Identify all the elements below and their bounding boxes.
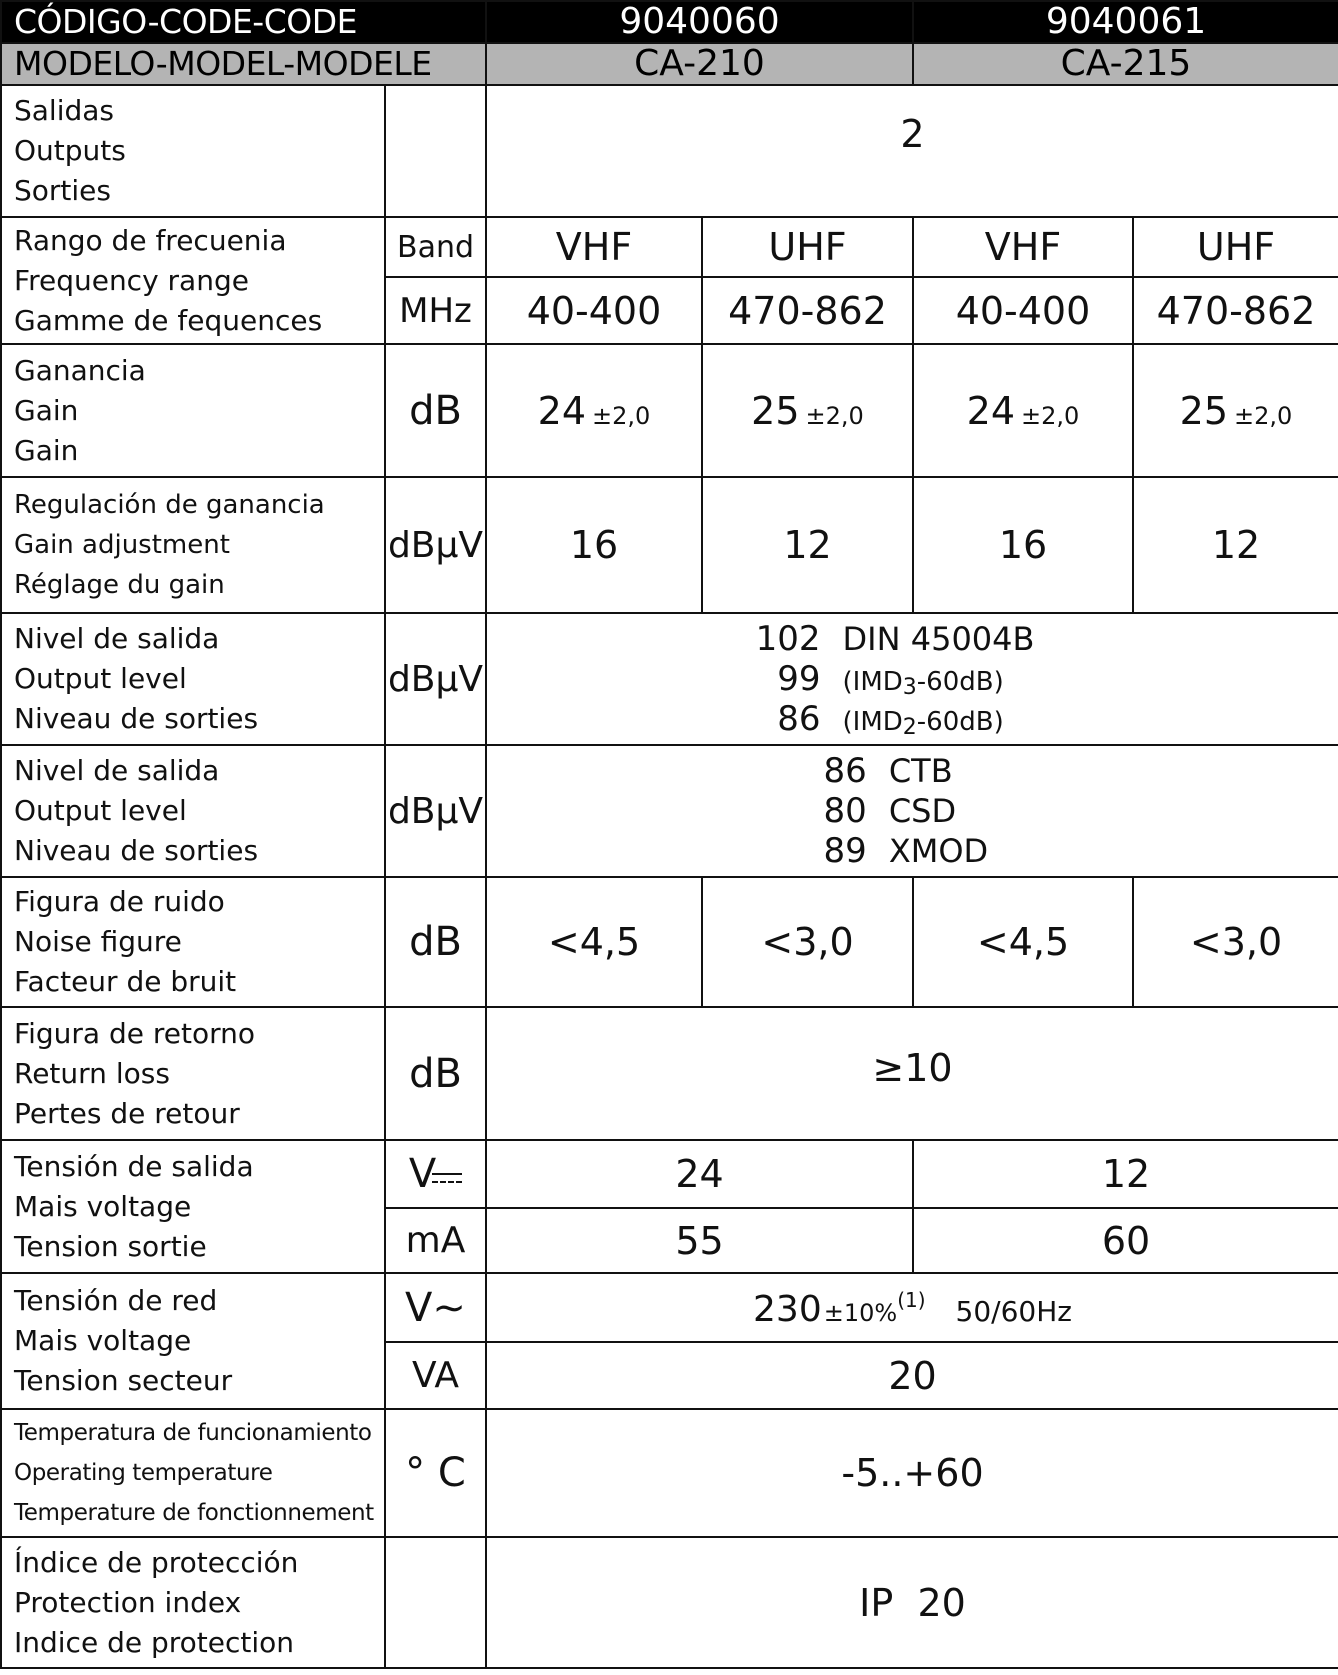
label-fr: Gain (14, 433, 79, 467)
label-es: Salidas (14, 94, 115, 127)
gain-adjust-unit: dBμV (385, 477, 486, 613)
label-fr: Niveau de sorties (14, 702, 259, 735)
range-value: 470-862 (702, 277, 913, 344)
label-fr: Temperature de fonctionnement (14, 1500, 374, 1526)
output-level-row-2 (1, 745, 1338, 877)
band-row (1, 217, 1338, 277)
return-loss-value: ≥10 (486, 1007, 1338, 1140)
gain-adjust-label (1, 477, 385, 613)
label-en: Outputs (14, 134, 126, 167)
outputs-label (1, 85, 385, 217)
noise-unit: dB (385, 877, 486, 1007)
label-fr: Gamme de fequences (14, 303, 323, 337)
band-vhf: VHF (486, 217, 702, 277)
label-es: Índice de protección (14, 1545, 299, 1579)
code-9040060: 9040060 (486, 1, 913, 43)
gain-label (1, 344, 385, 477)
label-en: Mais voltage (14, 1324, 192, 1357)
label-es: Figura de retorno (14, 1016, 255, 1050)
noise-label (1, 877, 385, 1007)
label-en: Frequency range (14, 263, 249, 297)
temperature-row (1, 1409, 1338, 1537)
label-es: Figura de ruido (14, 885, 225, 918)
protection-value: IP 20 (486, 1537, 1338, 1668)
model-ca-215: CA-215 (913, 43, 1338, 85)
gain-adjust-row (1, 477, 1338, 613)
return-loss-unit: dB (385, 1007, 486, 1140)
label-en: Noise figure (14, 925, 182, 958)
output-level-row-1 (1, 613, 1338, 745)
mhz-unit: MHz (385, 277, 486, 344)
label-es: Ganancia (14, 353, 146, 387)
range-value: 470-862 (1133, 277, 1338, 344)
output-voltage-label (1, 1140, 385, 1273)
output-level-label (1, 613, 385, 745)
temperature-value: -5..+60 (486, 1409, 1338, 1537)
label-es: Temperatura de funcionamiento (14, 1420, 372, 1446)
label-es: Tensión de salida (14, 1149, 254, 1183)
outputs-row (1, 85, 1338, 217)
mains-power-value: 20 (486, 1342, 1338, 1409)
protection-label (1, 1537, 385, 1668)
noise-value: <3,0 (702, 877, 913, 1007)
label-en: Output level (14, 794, 187, 827)
volt-dc-unit: V (385, 1140, 486, 1208)
output-level-unit: dBμV (385, 613, 486, 745)
outputs-value: 2 (486, 85, 1338, 217)
temperature-label (1, 1409, 385, 1537)
gain-adjust-value: 12 (1133, 477, 1338, 613)
band-uhf: UHF (702, 217, 913, 277)
gain-value: 25 ±2,0 (1133, 344, 1338, 477)
model-row (1, 43, 1338, 85)
gain-value: 24 ±2,0 (486, 344, 702, 477)
label-en: Gain adjustment (14, 530, 230, 560)
label-en: Mais voltage (14, 1189, 192, 1223)
code-row (1, 1, 1338, 43)
noise-value: <3,0 (1133, 877, 1338, 1007)
noise-value: <4,5 (486, 877, 702, 1007)
label-fr: Sorties (14, 174, 111, 207)
label-en: Operating temperature (14, 1460, 273, 1486)
output-level-label (1, 745, 385, 877)
label-fr: Niveau de sorties (14, 834, 259, 867)
label-en: Protection index (14, 1585, 242, 1619)
label-en: Return loss (14, 1056, 170, 1090)
return-loss-row (1, 1007, 1338, 1140)
volt-ac-unit: V∼ (385, 1273, 486, 1342)
range-value: 40-400 (486, 277, 702, 344)
outputs-unit (385, 85, 486, 217)
label-es: Regulación de ganancia (14, 490, 325, 520)
mains-voltage-row (1, 1273, 1338, 1342)
model-ca-210: CA-210 (486, 43, 913, 85)
label-es: Nivel de salida (14, 622, 220, 655)
range-value: 40-400 (913, 277, 1133, 344)
gain-adjust-value: 16 (913, 477, 1133, 613)
output-level-values: 86 CTB 80 CSD 89 XMOD (486, 745, 1338, 877)
gain-unit: dB (385, 344, 486, 477)
label-fr: Facteur de bruit (14, 965, 237, 998)
model-label: MODELO-MODEL-MODELE (1, 43, 486, 85)
code-label: CÓDIGO-CODE-CODE (1, 1, 486, 43)
code-9040061: 9040061 (913, 1, 1338, 43)
gain-adjust-value: 12 (702, 477, 913, 613)
label-es: Tensión de red (14, 1284, 218, 1317)
protection-row (1, 1537, 1338, 1668)
mains-label (1, 1273, 385, 1409)
output-voltage-value: 12 (913, 1140, 1338, 1208)
celsius-unit: ° C (385, 1409, 486, 1537)
label-fr: Réglage du gain (14, 570, 225, 600)
protection-unit (385, 1537, 486, 1668)
label-fr: Tension sortie (14, 1229, 207, 1263)
gain-adjust-value: 16 (486, 477, 702, 613)
output-voltage-row (1, 1140, 1338, 1208)
frequency-label (1, 217, 385, 344)
va-unit: VA (385, 1342, 486, 1409)
label-fr: Indice de protection (14, 1625, 295, 1659)
noise-value: <4,5 (913, 877, 1133, 1007)
band-vhf: VHF (913, 217, 1133, 277)
label-es: Rango de frecuenia (14, 223, 287, 257)
dc-symbol-icon (432, 1171, 462, 1185)
gain-row (1, 344, 1338, 477)
mains-voltage-value: 230±10%$^{(1)}$ 50/60Hz (486, 1273, 1338, 1342)
output-current-value: 60 (913, 1208, 1338, 1273)
label-fr: Pertes de retour (14, 1096, 240, 1130)
gain-value: 25 ±2,0 (702, 344, 913, 477)
output-level-unit: dBμV (385, 745, 486, 877)
ma-unit: mA (385, 1208, 486, 1273)
noise-row (1, 877, 1338, 1007)
band-unit: Band (385, 217, 486, 277)
label-es: Nivel de salida (14, 754, 220, 787)
output-level-values: 102 DIN 45004B 99 (IMD3-60dB) 86 (IMD2-60dB) (486, 613, 1338, 745)
gain-value: 24 ±2,0 (913, 344, 1133, 477)
band-uhf: UHF (1133, 217, 1338, 277)
label-fr: Tension secteur (14, 1364, 233, 1397)
output-current-value: 55 (486, 1208, 913, 1273)
output-voltage-value: 24 (486, 1140, 913, 1208)
label-en: Gain (14, 393, 79, 427)
return-loss-label (1, 1007, 385, 1140)
label-en: Output level (14, 662, 187, 695)
